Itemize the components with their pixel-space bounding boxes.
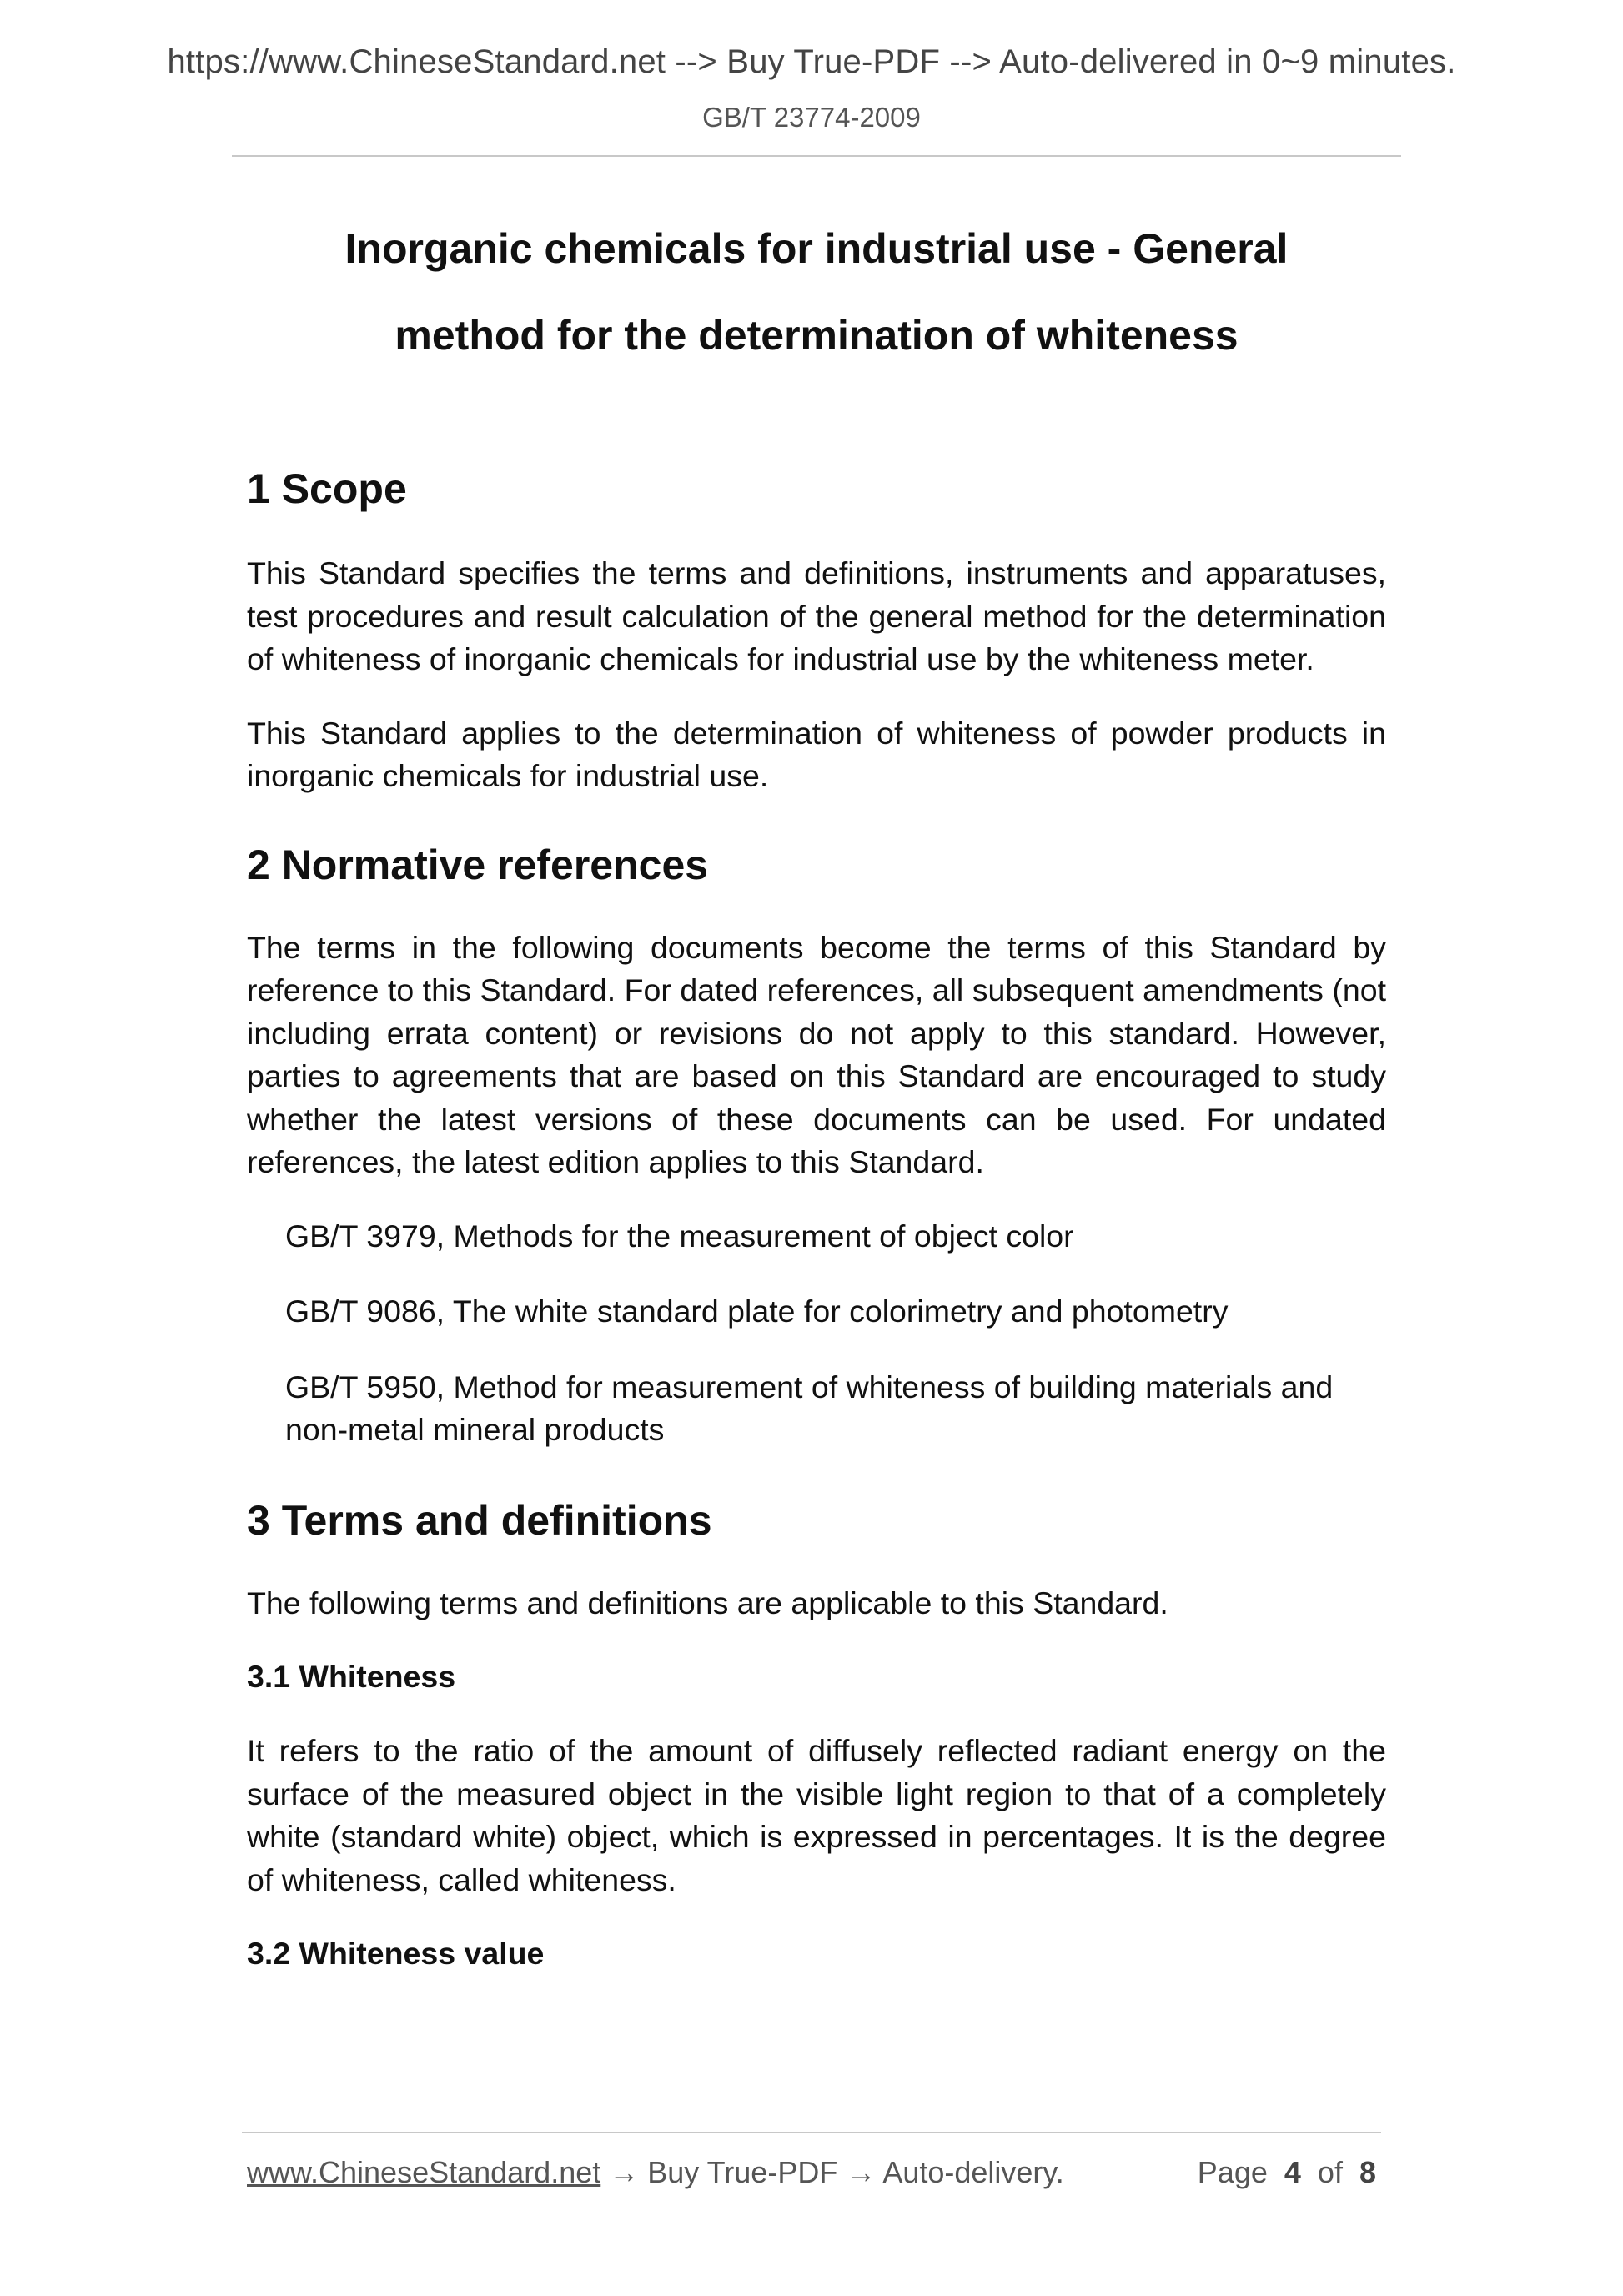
header-divider [232,155,1401,157]
total-page-number: 8 [1359,2155,1376,2189]
subsection-heading-whiteness: 3.1 Whiteness [247,1659,456,1694]
scope-paragraph-2: This Standard applies to the determination of whiteness of powder products in inorganic chemicals for industrial use. [247,715,1386,793]
section-heading-terms-definitions: 3 Terms and definitions [247,1496,712,1544]
footer-tagline: → Buy True-PDF → Auto-delivery. [600,2155,1064,2189]
page-label: Page [1197,2155,1268,2189]
document-body [247,457,1386,1975]
terms-intro: The following terms and definitions are applicable to this Standard. [247,1585,1168,1620]
section-heading-normative-references: 2 Normative references [247,841,709,888]
title-line-1: Inorganic chemicals for industrial use - General [344,225,1289,272]
subsection-heading-whiteness-value: 3.2 Whiteness value [247,1936,545,1971]
title-line-2: method for the determination of whiteness [394,312,1239,359]
footer-divider [242,2132,1381,2133]
reference-item: GB/T 9086, The white standard plate for colorimetry and photometry [285,1294,1229,1329]
reference-item: GB/T 5950, Method for measurement of whiteness of building materials and non-metal mineral products [285,1369,1334,1447]
page-footer [247,2155,1376,2190]
of-label: of [1317,2155,1343,2189]
whiteness-definition: It refers to the ratio of the amount of diffusely reflected radiant energy on the surface of the measured object in the visible light region to that of a completely white (standard white) object, which is expressed in percentages. It is the degree of whiteness, called whiteness. [247,1733,1386,1897]
document-title [234,205,1399,379]
normative-paragraph: The terms in the following documents become the terms of this Standard by reference to this Standard. For dated references, all subsequent amendments (not including errata content) or revisions do not apply to this standard. However, parties to agreements that are based on this Standard are encouraged to study whether the latest versions of these documents can be used. For undated references, the latest edition applies to this Standard. [247,929,1386,1179]
standard-number: GB/T 23774-2009 [702,102,921,133]
site-link[interactable]: www.ChineseStandard.net [247,2155,601,2189]
scope-paragraph-1: This Standard specifies the terms and definitions, instruments and apparatuses, test procedures and result calculation of the general method for the determination of whiteness of inorganic chemicals for industrial use by the whiteness meter. [247,555,1386,676]
current-page-number: 4 [1284,2155,1301,2189]
page-indicator [1198,2155,1376,2190]
reference-item: GB/T 3979, Methods for the measurement of object color [285,1218,1074,1254]
section-heading-scope: 1 Scope [247,465,407,512]
source-banner: https://www.ChineseStandard.net --> Buy True-PDF --> Auto-delivered in 0~9 minutes. [167,43,1456,80]
